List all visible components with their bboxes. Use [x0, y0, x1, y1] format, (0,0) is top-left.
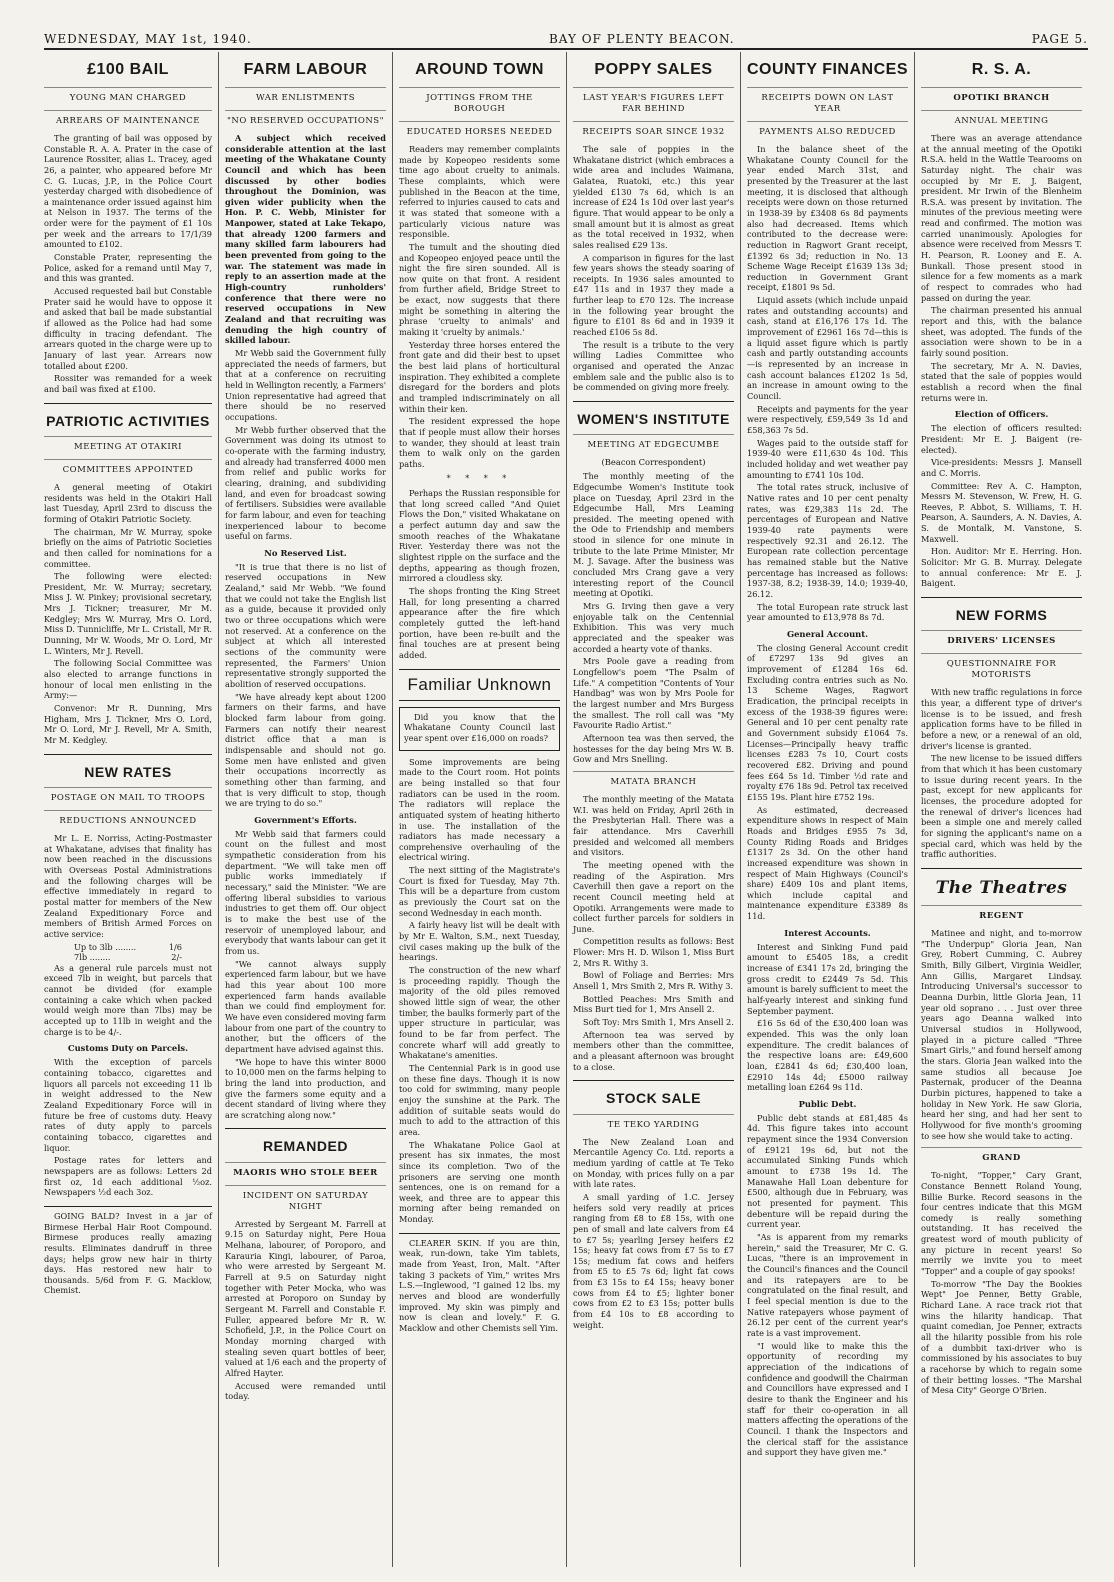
paragraph: Mr L. E. Norriss, Acting-Postmaster at Whakatane, advises that finality has now been reached in the discussions with Overseas Postal Administrations and the following charges will be effective immediately in regard to postal matter for members of the New Zealand Expeditionary Force and members of British Armed Forces on active service:	[44, 832, 212, 939]
divider	[573, 401, 734, 402]
subheading: ANNUAL MEETING	[921, 110, 1082, 127]
headline: POPPY SALES	[594, 61, 713, 78]
paragraph: Perhaps the Russian responsible for that long screed called "And Quiet Flows the Don," visited Whakatane on a perfect autumn day and saw the smooth reaches of the Whakatane River. Yesterday there was not the slightest ripple on the surface and the depths, appearing as though frozen, mirrored a cloudless sky.	[399, 488, 560, 584]
byline: (Beacon Correspondent)	[601, 457, 706, 468]
section-heading: Election of Officers.	[954, 409, 1049, 420]
paragraph: The chairman, Mr W. Murray, spoke briefly on the aims of Patriotic Societies and then called for nominations for a committee.	[44, 526, 212, 569]
paragraph: "As is apparent from my remarks herein," said the Treasurer, Mr C. G. Lucas, "there is an improvement in the Council's finances and the Council and its ratepayers are to be congratulated on the final result, and I feel special mention is due to the Native ratepayers whose payment of 26.12 per cent of the current year's rate is a vast improvement.	[747, 1232, 908, 1338]
paragraph: A fairly heavy list will be dealt with by Mr E. Walton, S.M., next Tuesday, civil cases making up the bulk of the hearings.	[399, 920, 560, 963]
paragraph: Some improvements are being made to the Court room. Hot points are being installed so that four radiators can be used in the room. The radiators will replace the antiquated system of heating hitherto in use. The installation of the radiators has made necessary a comprehensive overhauling of the electrical wiring.	[399, 756, 560, 863]
paragraph: There was an average attendance at the annual meeting of the Opotiki R.S.A. held in the Wattle Tearooms on Saturday night. The chair was occupied by Mr E. J. Baigent, president. Mr Irwin of the Blenheim R.S.A. was present by invitation. The minutes of the previous meeting were read and confirmed. The motion was carried unanimously. Apologies for absence were received from Messrs T. H. Pearson, R. Looney and E. A. Bunkall. Those present stood in silence for a few moments as a mark of respect to comrades who had passed on during the year.	[921, 132, 1082, 303]
masthead	[44, 24, 1088, 50]
headline: COUNTY FINANCES	[747, 61, 908, 78]
subheading: MAORIS WHO STOLE BEER	[225, 1162, 386, 1179]
paragraph: Mr Webb said the Government fully appreciated the needs of farmers, but that at a conference on recruiting held in Wellington recently, a Farmers' Union representative had agreed that there should be no reserved occupations.	[225, 348, 386, 422]
paragraph: Bowl of Foliage and Berries: Mrs Ansell 1, Mrs Smith 2, Mrs R. Withy 3.	[573, 970, 734, 992]
column-3	[392, 52, 566, 1567]
paragraph: Bottled Peaches: Mrs Smith and Miss Burt tied for 1, Mrs Ansell 2.	[573, 993, 734, 1015]
rate-row: 7lb ........ 2/-	[74, 952, 182, 963]
paragraph: Accused were remanded until today.	[225, 1380, 386, 1402]
subheading: MEETING AT OTAKIRI	[44, 436, 212, 453]
paragraph: The following were elected: President, Mr. W. Murray; secretary, Miss J. W. Pinkey; provisional secretary, Mrs J. Tickner; treasurer, Mr M. Kedgley; Mrs W. Murray, Mrs O. Lord, Miss D. Tunnicliffe, Mr L. Cristall, Mr R. Dunning, Mr W. Woods, Mr O. Lord, Mr L. Winters, Mr J. Revell.	[44, 571, 212, 656]
divider	[44, 1206, 212, 1207]
subheading: ARREARS OF MAINTENANCE	[44, 110, 212, 127]
paragraph: Arrested by Sergeant M. Farrell at 9.15 on Saturday night, Pere Houa Melhana, labourer, of Poroporo, and Karauria Kingi, labourer, of Paroa, who were arrested by Sergeant M. Farrell at 9.5 on Saturday night together with Peter Mocka, who was arrested at Poroporo on Sunday by Sergeant M. Farrell and Constable F. Fuller, appeared before Mr R. W. Schofield, J.P., in the Police Court on Monday morning charged with stealing seven quart bottles of beer, valued at 1/6 each and the property of Alfred Hayter.	[225, 1218, 386, 1378]
paragraph: The next sitting of the Magistrate's Court is fixed for Tuesday, May 7th. This will be a departure from custom as previously the Court sat on the second Wednesday in each month.	[399, 865, 560, 918]
subheading: MEETING AT EDGECUMBE	[573, 434, 734, 451]
column-1	[44, 52, 218, 1567]
paragraph: Mr Webb further observed that the Government was doing its utmost to co-operate with the farming industry, and already had transferred 4000 men from relief and public works for clearing, draining, and subdividing land, and even for broadcast sowing of fertilisers. Subsidies were available for farm labour, and even for teaching inexperienced labour to become useful on farms.	[225, 424, 386, 542]
paragraph: A subject which received considerable attention at the last meeting of the Whakatane County Council and which has been discussed by other bodies throughout the Dominion, was given wider publicity when the Hon. P. C. Webb, Minister for Manpower, stated at Lake Tekapo, that already 1200 farmers and many skilled farm labourers had been prevented from going to the war. The statement was made in reply to an assertion made at the High-country runholders' conference that there were no reserved occupations in New Zealand and that recruiting was denuding the high country of skilled labour.	[225, 132, 386, 346]
subheading: TE TEKO YARDING	[573, 1114, 734, 1131]
column-6	[914, 52, 1088, 1567]
headline: STOCK SALE	[606, 1090, 701, 1107]
subheading: RECEIPTS SOAR SINCE 1932	[573, 121, 734, 138]
issue-date: WEDNESDAY, MAY 1st, 1940.	[44, 32, 252, 46]
subheading: YOUNG MAN CHARGED	[44, 87, 212, 104]
box-text: Did you know that the Whakatane County Council last year spent over £16,000 on roads?	[404, 711, 555, 743]
paragraph: The sale of poppies in the Whakatane district (which embraces a wide area and includes Waimana, Galatea, Ruatoki, etc.) this year yielded £130 7s 6d, which is an increase of £24 1s 10d over last year's figure. That would appear to be only a small amount but it is almost as great as the total received in 1932, when sales realised £29 13s.	[573, 143, 734, 250]
paragraph: Soft Toy: Mrs Smith 1, Mrs Ansell 2.	[583, 1017, 734, 1028]
paragraph: Afternoon tea was served by members other than the committee, and a pleasant afternoon was brought to a close.	[573, 1029, 734, 1072]
paragraph: The Centennial Park is in good use on these fine days. Though it is now too cold for swimming, many people enjoy the sunshine at the Park. The addition of suitable seats would do much to add to the attraction of this area.	[399, 1062, 560, 1137]
paragraph: Convenor: Mr R. Dunning, Mrs Higham, Mrs J. Tickner, Mrs O. Lord, Mr O. Lord, Mr J. Revell, Mr A. Smith, Mr M. Kedgley.	[44, 703, 212, 746]
paragraph: The resident expressed the hope that if people must allow their horses to wander, they should at least train them to walk only on the garden paths.	[399, 416, 560, 469]
paragraph: To-night, "Topper," Cary Grant, Constance Bennett Roland Young, Billie Burke. Record seasons in the four centres indicate that this MGM comedy is really something outstanding. It has received the greatest word of mouth publicity of any picture in recent years! So merrily we invite you to meet "Topper" and a couple of gay spooks!	[921, 1170, 1082, 1277]
info-box	[399, 707, 560, 751]
rate-row: Up to 3lb ........ 1/6	[74, 941, 182, 952]
subheading: GRAND	[921, 1147, 1082, 1164]
paragraph: Readers may remember complaints made by Kopeopeo residents some time ago about cruelty to animals. These complaints, which were published in the Beacon at the time, referred to injuries caused to cats and it was stated that someone with a particularly vicious nature was responsible.	[399, 143, 560, 240]
headline: £100 BAIL	[87, 61, 169, 78]
headline: Familiar Unknown	[399, 669, 560, 701]
paragraph: Matinee and night, and to-morrow "The Underpup" Gloria Jean, Nan Grey, Robert Cumming, C. Aubrey Smith, Billy Gilbert, Virginia Weidler, Ann Gillis, Margaret Lindsay. Introducing Universal's successor to Deanna Durbin, little Gloria Jean, 11 year old soprano . . . Just over three years ago Deanna walked into Universal studios in Hollywood, played in a picture called "Three Smart Girls," and found herself among the stars. Gloria Jean walked into the same studios all because Joe Pasternak, producer of the Deanna Durbin pictures, happened to take a holiday in New York. He saw Gloria, heard her sing, and had her sent to Hollywood for five month's grooming to see how she would take to acting.	[921, 928, 1082, 1141]
column-2	[218, 52, 392, 1567]
advertisement: CLEARER SKIN. If you are thin, weak, run-down, take Yim tablets, made from Yeast, Iron, Malt. "After taking 3 packets of Yim," writes Mrs L.S.—Inglewood, "I gained 12 lbs. my nerves and blood are wonderfully improved. My skin was pimply and now is clean and lovely." F. G. Macklow and other Chemists sell Yim.	[399, 1237, 560, 1334]
paragraph: Rossiter was remanded for a week and bail was fixed at £100.	[44, 373, 212, 394]
paragraph: The total European rate struck last year amounted to £13,978 8s 7d.	[747, 601, 908, 623]
paragraph: The New Zealand Loan and Mercantile Agency Co. Ltd. reports a medium yarding of cattle at Te Teko on Monday, with prices fully on a par with late rates.	[573, 1136, 734, 1190]
paragraph: Vice-presidents: Messrs J. Mansell and C. Morris.	[921, 457, 1082, 478]
paragraph: The meeting opened with the reading of the Aspiration. Mrs Caverhill then gave a report on the recent Council meeting held at Opotiki. Arrangements were made to collect further parcels for soldiers in June.	[573, 859, 734, 934]
paragraph: The tumult and the shouting died and Kopeopeo enjoyed peace until the night the fire siren sounded. All is now quite on that front. A resident from further afield, Bridge Street to be exact, now suggests that there might be something in altering the phrase 'cruelty to animals' and making it 'cruelty by animals.'	[399, 241, 560, 338]
columns	[44, 52, 1088, 1567]
paragraph: "It is true that there is no list of reserved occupations in New Zealand," said Mr Webb. "We found that we could not take the English list as a guide, because it provided only two or three occupations which were not reserved. At a conference on the subject at which all interested sections of the community were represented, the Farmers' Union representative strongly supported the abolition of reserved occupations.	[225, 561, 386, 689]
subheading: EDUCATED HORSES NEEDED	[399, 121, 560, 138]
paragraph: "I would like to make this the opportunity of recording my appreciation of the indications of confidence and goodwill the Chairman and Councillors have expressed and I desire to thank the Engineer and his staff for their co-operation in all matters affecting the operations of the Council. I thank the Inspectors and the clerical staff for the assistance and support they have given me."	[747, 1340, 908, 1458]
divider	[921, 868, 1082, 869]
subheading: MATATA BRANCH	[573, 771, 734, 788]
paragraph: Committee: Rev A. C. Hampton, Messrs M. Stevenson, W. Frew, H. G. Reeves, P. Abbot, S. Williams, T. H. Pearson, A. Saunders, A. N. Davies, A. S. de Montalk, M. Vanstone, S. Maxwell.	[921, 480, 1082, 544]
subheading: OPOTIKI BRANCH	[921, 87, 1082, 104]
paragraph: The election of officers resulted: President: Mr E. J. Baigent (re-elected).	[921, 423, 1082, 455]
paragraph: The shops fronting the King Street Hall, for long presenting a charred appearance after the fire which completely gutted the left-hand portion, have been re-built and the final touches are at present being added.	[399, 585, 560, 660]
paragraph: Wages paid to the outside staff for 1939-40 were £11,630 4s 10d. This included holiday and wet weather pay amounting to £741 10s 10d.	[747, 437, 908, 480]
paragraph: Competition results as follows: Best Flower: Mrs H. D. Wilson 1, Miss Burt 2, Mrs R. Withy 3.	[573, 936, 734, 968]
paragraph: The Whakatane Police Gaol at present has six inmates, the most since its completion. Two of the prisoners are serving one month sentences, one is on remand for a week, and three are to appear this morning after being remanded on Monday.	[399, 1139, 560, 1225]
subheading: INCIDENT ON SATURDAY NIGHT	[225, 1185, 386, 1213]
paragraph: Postage rates for letters and newspapers are as follows: Letters 2d first oz, 1d each additional ½oz. Newspapers ½d each 3oz.	[44, 1155, 212, 1198]
subheading: LAST YEAR'S FIGURES LEFT FAR BEHIND	[573, 87, 734, 115]
subheading: JOTTINGS FROM THE BOROUGH	[399, 87, 560, 115]
column-5	[740, 52, 914, 1567]
paragraph: To-morrow "The Day the Bookies Wept" Joe Penner, Betty Grable, Richard Lane. A race track riot that wins the hilarity handicap. That quaint comedian, Joe Penner, extracts all the hilarity possible from his role of a dumbbit taxi-driver who is commissioned by his associates to buy a racehorse by which to regain some of their betting losses. "The Marshal of Mesa City" George O'Brien.	[921, 1278, 1082, 1396]
paragraph: With the exception of parcels containing tobacco, cigarettes and liquors all parcels not exceeding 11 lb in weight addressed to the New Zealand Expeditionary Force will in future be free of customs duty. Heavy rates of duty apply to parcels containing tobacco, cigarettes and liquor.	[44, 1057, 212, 1153]
section-heading: No Reserved List.	[264, 547, 347, 558]
paragraph: Mrs Poole gave a reading from Longfellow's poem "The Psalm of Life." A competition "Contents of Your Handbag" was won by Mrs Poole for the largest number and Mrs Burgess the smallest. The roll call was "My Favourite Radio Artist."	[573, 656, 734, 731]
subheading: WAR ENLISTMENTS	[225, 87, 386, 104]
subheading: REGENT	[921, 905, 1082, 922]
divider	[573, 1080, 734, 1081]
paragraph: Public debt stands at £81,485 4s 4d. This figure takes into account repayment since the 1934 Conversion of £9121 19s 6d, but not the accumulated Sinking Funds which amount to £738 19s 1d. The Manawahe Hall Loan debenture for £500, although due in February, was not presented for payment. This debenture will be repaid during the current year.	[747, 1112, 908, 1230]
headline: FARM LABOUR	[243, 61, 368, 78]
paragraph: The new license to be issued differs from that which it has been customary to issue during recent years. In the past, except for new applicants for licenses, the procedure adopted for the renewal of driver's licences had been a simple one and merely called for signing the applicant's name on a special card, which was held by the traffic authorities.	[921, 753, 1082, 860]
headline: PATRIOTIC ACTIVITIES	[46, 412, 210, 429]
paragraph: The granting of bail was opposed by Constable R. A. A. Prater in the case of Laurence Rossiter, alias L. Tracey, aged 26, a painter, who appeared before Mr C. G. Lucas, J.P., in the Police Court yesterday charged with disobedience of a maintenance order issued against him at Nelson in 1937. The terms of the order were for the payment of £1 10s per week and the arrears to 17/1/39 amounted to £102.	[44, 132, 212, 250]
headline: NEW FORMS	[955, 607, 1048, 624]
paper-title: BAY OF PLENTY BEACON.	[548, 32, 735, 46]
paragraph: Mrs G. Irving then gave a very enjoyable talk on the Centennial Exhibition. This was very much appreciated and the speaker was accorded a hearty vote of thanks.	[573, 601, 734, 654]
paragraph: The monthly meeting of the Edgecumbe Women's Institute took place on Tuesday, April 23rd in the Edgecumbe Hall, Mrs Leaming presided. The meeting opened with the Ode to Friendship and members stood in silence for one minute in tribute to the late Prime Minister, Mr M. J. Savage. After the business was concluded Mrs Crang gave a very interesting report of the Council meeting at Opotiki.	[573, 471, 734, 599]
paragraph: As estimated, decreased expenditure shows in respect of Main Roads and Bridges £955 7s 3d, County Riding Roads and Bridges £1317 2s 3d. On the other hand increased expenditure was shown in respect of Main Highways (Council's share) £409 10s and plant items, which include capital and maintenance expenditure £3389 8s 11d.	[747, 804, 908, 922]
paragraph: Receipts and payments for the year were respectively, £59,549 3s 1d and £58,363 7s 5d.	[747, 403, 908, 435]
paragraph: With new traffic regulations in force this year, a different type of driver's license is to be issued, and fresh application forms have to be filled in before a new, or a renewal of an old, driver's license is granted.	[921, 687, 1082, 751]
paragraph: Constable Prater, representing the Police, asked for a remand until May 7, and this was granted.	[44, 252, 212, 284]
column-4	[566, 52, 740, 1567]
paragraph: The following Social Committee was also elected to arrange functions in honour of local men enlisting in the Army:—	[44, 658, 212, 701]
subheading: REDUCTIONS ANNOUNCED	[44, 810, 212, 827]
paragraph: "We hope to have this winter 8000 to 10,000 men on the farms helping to bring the land into production, and give the farmers some equity and a decent standard of living where they are scratching along now."	[225, 1056, 386, 1120]
paragraph: "We cannot always supply experienced farm labour, but we have had this year about 100 more experienced farm hands available than we could find employment for. We have even considered moving farm labour from one part of the country to another, but the officers of the department have advised against this.	[225, 958, 386, 1054]
section-heading: Interest Accounts.	[784, 927, 871, 938]
paragraph: As a general rule parcels must not exceed 7lb in weight, but parcels that cannot be divided (for example containing a cake which when packed would weigh more than 7lbs) may be accepted up to 11lb in weight and the charge is to be 4/-.	[44, 962, 212, 1037]
paragraph: The result is a tribute to the very willing Ladies Committee who organised and operated the Anzac emblem sale and the public also is to be commended on giving more freely.	[573, 339, 734, 393]
paragraph: Mr Webb said that farmers could count on the fullest and most sympathetic consideration from his department. "We will take men off public works immediately if necessary," said the Minister. "We are offering liberal subsidies to various industries to get them off. Our object is to make the best use of the reservoir of unemployed labour, and everybody that wants labour can get it from us.	[225, 828, 386, 956]
paragraph: Afternoon tea was then served, the hostesses for the day being Mrs W. B. Gow and Mrs Snelling.	[573, 732, 734, 765]
subheading: POSTAGE ON MAIL TO TROOPS	[44, 787, 212, 804]
divider	[921, 597, 1082, 598]
section-heading: Government's Efforts.	[254, 814, 357, 825]
paragraph: The closing General Account credit of £7297 13s 9d gives an improvement of £1284 16s 6d. Excluding contra entries such as No. 13 Scheme Wages, Ragwort Eradication, the principal receipts in excess of the 1938-39 figures were: General and 10 per cent penalty rate and Government subsidy £1064 7s. Licenses—Principally heavy traffic licenses £283 7s 10, Court costs recovered £82. Driving and pound fees £64 5s 1d. Timber ½d rate and royalty £76 18s 9d. Petrol tax received £155 19s. Plant hire £752 19s.	[747, 642, 908, 802]
paragraph: The chairman presented his annual report and this, with the balance sheet, was adopted. The funds of the association were shown to be in a fairly sound position.	[921, 305, 1082, 359]
paragraph: Yesterday three horses entered the front gate and did their best to upset the best laid plans of horticultural inspiration. They exhibited a complete disregard for the borders and plots and trampled indiscriminately on all within their ken.	[399, 339, 560, 414]
subheading: DRIVERS' LICENSES	[921, 630, 1082, 647]
headline: R. S. A.	[971, 61, 1032, 78]
separator-stars: * * * *	[446, 473, 513, 483]
paragraph: £16 5s 6d of the £30,400 loan was expended. This was the only loan expenditure. The credit balances of the respective loans are: £49,600 loan, £2841 4s 6d; £30,400 loan, £2910 14s 4d; £5000 railway metalling loan £264 9s 11d.	[747, 1018, 908, 1093]
headline: WOMEN'S INSTITUTE	[577, 411, 730, 428]
advertisement: GOING BALD? Invest in a jar of Birmese Herbal Hair Root Compound. Birmese produces really amazing results. Eliminates dandruff in three days; helps grow new hair in thirty days. Has restored new hair to thousands. 5/6d from F. G. Macklow, Chemist.	[44, 1210, 212, 1296]
paragraph: A comparison in figures for the last few years shows the steady soaring of receipts. In 1936 sales amounted to £47 11s and in 1937 they made a further leap to £70 12s. The increase in the following year brought the figure to £101 8s 6d and in 1939 it reached £106 5s 8d.	[573, 252, 734, 338]
paragraph: The total rates struck, inclusive of Native rates and 10 per cent penalty rates, was £29,383 11s 2d. The percentages of European and Native 1939-40 rate payments were respectively 92.31 and 26.12. The European rate collection percentage has remained stable but the Native percentage has increased as follows: 1937-38, 8.2; 1938-39, 14.0; 1939-40, 26.12.	[747, 482, 908, 599]
subheading: PAYMENTS ALSO REDUCED	[747, 121, 908, 138]
paragraph: "We have already kept about 1200 farmers on their farms, and have blocked farm labour from going. Farmers can notify their nearest district office that a man is indispensable and should not go. Some men have enlisted and given their occupations incorrectly as something other than farming, and that is very difficult to stop, though we are trying to do so."	[225, 691, 386, 809]
paragraph: In the balance sheet of the Whakatane County Council for the year ended March 31st, and presented by the Treasurer at the last meeting, it is disclosed that although receipts were down on those returned in 1938-39 by £3408 6s 8d payments also had decreased. Items which contributed to the decrease were: reduction in Ragwort Grant receipt, £1392 6s 3d; reduction in No. 13 Scheme Wage Receipt £1639 13s 3d; reduction in Government Grant receipt, £1801 9s 5d.	[747, 143, 908, 293]
paragraph: The secretary, Mr A. N. Davies, stated that the sale of poppies would establish a record when the final returns were in.	[921, 360, 1082, 403]
headline: REMANDED	[263, 1138, 348, 1155]
divider	[399, 1233, 560, 1234]
paragraph: The monthly meeting of the Matata W.I. was held on Friday, April 26th in the Presbyterian Hall. There was a fair attendance. Mrs Caverhill presided and welcomed all members and visitors.	[573, 793, 734, 858]
paragraph: The construction of the new wharf is proceeding rapidly. Though the majority of the old piles removed showed little sign of wear, the other timber, the baulks formerly part of the upper structure in particular, was found to be far from perfect. The concrete wharf will add greatly to Whakatane's amenities.	[399, 965, 560, 1061]
paragraph: Interest and Sinking Fund paid amount to £5405 18s, a credit increase of £341 17s 2d, bringing the gross credit to £2449 7s 5d. This amount is barely sufficient to meet the half-yearly interest and sinking fund September payment.	[747, 941, 908, 1016]
paragraph: Hon. Auditor: Mr E. Herring. Hon. Solicitor: Mr G. B. Murray. Delegate to annual conference: Mr E. J. Baigent.	[921, 546, 1082, 589]
paragraph: A small yarding of 1.C. Jersey heifers sold very readily at prices ranging from £8 to £8 15s, with one pen of small and late calvers from £4 to £7 5s; yearling Jersey heifers £2 15s; heavy fat cows from £7 5s to £7 15s; medium fat cows and heifers from £5 to £5 7s 6d; light fat cows from £3 15s to £4 15s; heavy boner cows from £4 to £5; lighter boner cows from £2 to £3 15s; potter bulls from £4 10s to £8 according to weight.	[573, 1191, 734, 1330]
subheading: QUESTIONNAIRE FOR MOTORISTS	[921, 653, 1082, 681]
page-number: PAGE 5.	[1031, 32, 1088, 46]
section-heading: General Account.	[786, 628, 869, 639]
divider	[44, 754, 212, 755]
paragraph: Liquid assets (which include unpaid rates and outstanding accounts) and cash, stand at £16,176 17s 1d. The improvement of £2961 16s 7d—this is a liquid asset figure which is partly cash and partly outstanding accounts—is represented by an increase in cash account balances £1202 1s 5d, an increase in amount owing to the Council.	[747, 295, 908, 402]
subheading: RECEIPTS DOWN ON LAST YEAR	[747, 87, 908, 115]
headline: The Theatres	[935, 877, 1068, 898]
paragraph: A general meeting of Otakiri residents was held in the Otakiri Hall last Tuesday, April 23rd to discuss the forming of Otakiri Patriotic Society.	[44, 481, 212, 524]
section-heading: Public Debt.	[798, 1098, 857, 1109]
divider	[225, 1128, 386, 1129]
subheading: COMMITTEES APPOINTED	[44, 459, 212, 476]
section-heading: Customs Duty on Parcels.	[67, 1043, 189, 1054]
paragraph: Accused requested bail but Constable Prater said he would have to oppose it and asked that bail be made substantial if allowed as the Police had had some difficulty in tracing defendant. The arrears quoted in the charge were up to January of last year. Arrears now totalled about £200.	[44, 286, 212, 371]
headline: NEW RATES	[84, 763, 172, 780]
headline: AROUND TOWN	[415, 61, 544, 78]
divider	[44, 403, 212, 404]
subheading: "NO RESERVED OCCUPATIONS"	[225, 110, 386, 127]
